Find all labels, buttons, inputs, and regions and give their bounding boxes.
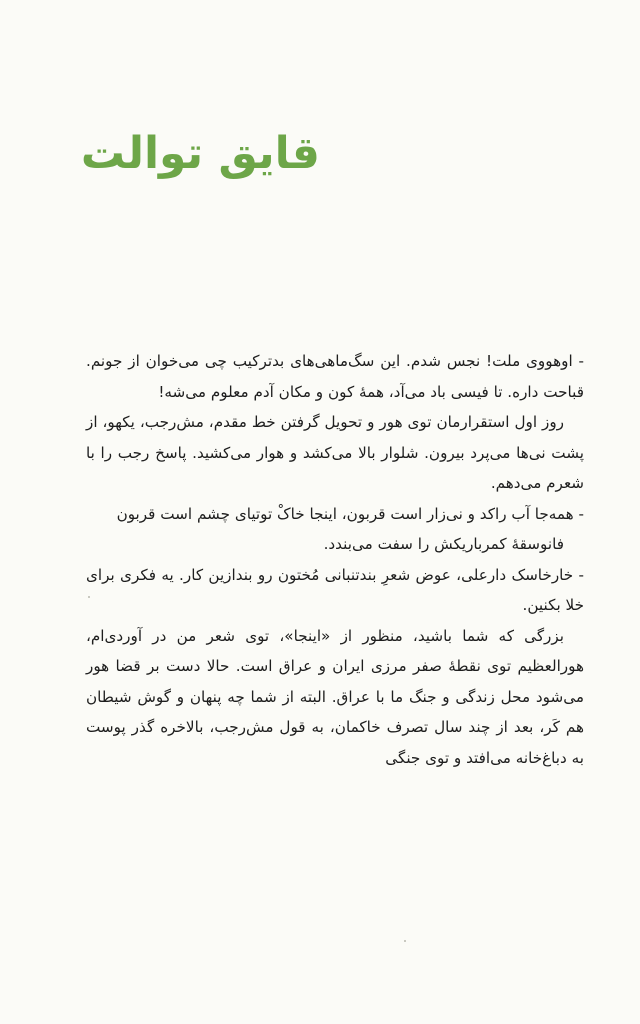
paragraph: - همه‌جا آب راکد و نی‌زار است قربون، اینجا خاکْ توتیای چشم است قربون bbox=[116, 504, 584, 523]
chapter-title: قایق توالت bbox=[80, 128, 320, 179]
paragraph: - خارخاسک دارعلی، عوض شعرِ بندتنبانی مُختون رو بندازین کار. یه فکری برای خلا بکنین. bbox=[86, 565, 584, 614]
paragraph: روز اول استقرارمان توی هور و تحویل گرفتن خط مقدم، مش‌رجب، یکهو، از پشت نی‌ها می‌پرد بیرون. شلوار بالا می‌کشد و هوار می‌کشید. پاسخ رجب را با شعرم می‌دهم. bbox=[86, 413, 584, 492]
paper-speck bbox=[404, 940, 406, 942]
paragraph: - اوهووی ملت! نجس شدم. این سگ‌ماهی‌های بدترکیب چی می‌خوان از جونم. قباحت داره. تا فیسی باد می‌آد، همهٔ کون و مکان آدم معلوم می‌شه! bbox=[86, 352, 584, 401]
body-text bbox=[86, 346, 584, 773]
paragraph: فانوسقهٔ کمرباریکش را سفت می‌بندد. bbox=[323, 535, 564, 553]
paper-speck bbox=[88, 596, 90, 598]
paragraph: بزرگی که شما باشید، منظور از «اینجا»، توی شعر من در آوردی‌ام، هورالعظیم توی نقطهٔ صفر مرزی ایران و عراق است. حالا دست بر قضا هور می‌شود محل زندگی و جنگ ما با عراق. البته از شما چه پنهان و گوش شیطان هم کَر، بعد از چند سال تصرف خاکمان، به قول مش‌رجب، بالاخره گذر پوست به دباغ‌خانه می‌افتد و توی جنگی bbox=[86, 626, 584, 767]
